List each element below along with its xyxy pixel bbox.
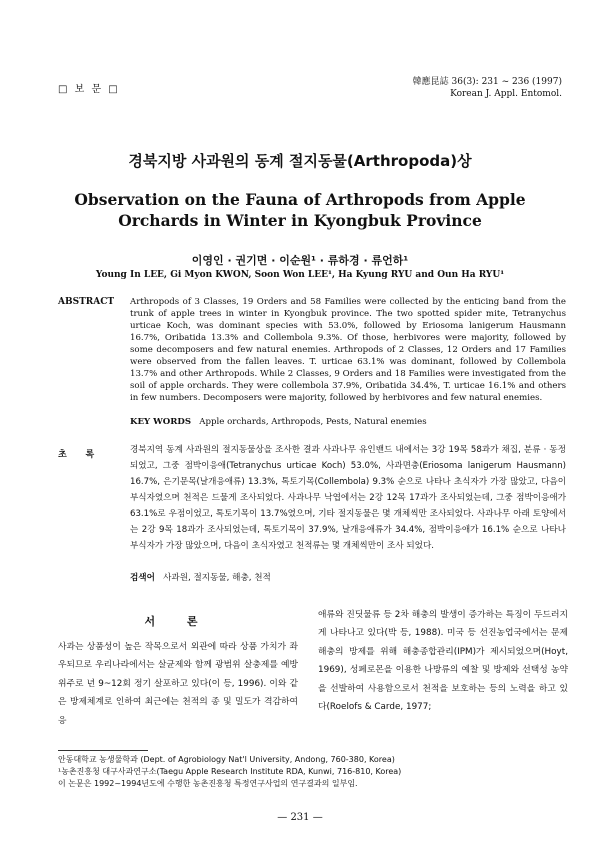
korean-abstract-label: 초 록 xyxy=(58,450,95,460)
footnote-line-1: 안동대학교 농생물학과 (Dept. of Agrobiology Nat'l University, Andong, 760-380, Korea) xyxy=(58,755,395,764)
title-english xyxy=(0,189,600,231)
korean-keywords-text: 사과원, 절지동물, 해충, 천적 xyxy=(163,573,271,583)
keywords-label: KEY WORDS xyxy=(130,417,192,427)
korean-keywords-label: 검색어 xyxy=(130,573,155,583)
keywords xyxy=(130,417,427,427)
journal-line-1: 韓應昆誌 36(3): 231 ~ 236 (1997) xyxy=(412,77,562,87)
footnote-line-3: 이 논문은 1992~1994년도에 수행한 농촌진흥청 특정연구사업의 연구결과의 일부임. xyxy=(58,779,358,788)
footnote-line-2: ¹농촌진흥청 대구사과연구소(Taegu Apple Research Institute RDA, Kunwi, 716-810, Korea) xyxy=(58,767,402,776)
authors-english: Young In LEE, Gi Myon KWON, Soon Won LEE¹, Ha Kyung RYU and Oun Ha RYU¹ xyxy=(95,270,505,280)
intro-right-column: 애류와 진딧물류 등 2차 해충의 발생이 증가하는 특징이 두드러지게 나타나고 있다(박 등, 1988). 미국 등 선진농업국에서는 문제해충의 방제를 위해 해충종합관리(IPM)가 제시되었으며(Hoyt, 1969), 성페로몬을 이용한 나방류의 예찰 및 방제와 선택성 농약을 선발하여 사용함으로서 천적을 보호하는 등의 노력을 하고 있다(Roelofs & Carde, 1977; xyxy=(318,610,568,713)
abstract-label: ABSTRACT xyxy=(58,297,115,307)
journal-line-2: Korean J. Appl. Entomol. xyxy=(450,89,562,99)
intro-left-column: 사과는 상품성이 높은 작목으로서 외관에 따라 상품 가치가 좌우되므로 우리나라에서는 살균제와 함께 광범위 살충제를 예방위주로 년 9~12회 정기 살포하고 있다(이 등, 1996). 이와 같은 방제체계로 인하여 최근에는 천적의 종 및 밀도가 격감하여 응 xyxy=(58,642,298,726)
keywords-text: Apple orchards, Arthropods, Pests, Natural enemies xyxy=(199,417,427,427)
korean-abstract-text: 경북지역 동계 사과원의 절지동물상을 조사한 결과 사과나무 유인밴드 내에서는 3강 19목 58과가 채집, 분류 · 동정되었고, 그중 점박이응애(Tetranychus urticae Koch) 53.0%, 사과면충(Eriosoma lanigerum Hausmann) 16.7%, 은기문목(날개응애류) 13.3%, 톡토기목(Collembola) 9.3% 순으로 나타나 초식자가 가장 많았고, 다음이 부식자였으며 천적은 드물게 조사되었다. 사과나무 낙엽에서는 2강 12목 17과가 조사되었는데, 그중 점박이응애가 63.1%로 우점이었고, 톡토기목이 13.7%였으며, 기타 절지동물은 몇 개체씩만 조사되었다. 사과나무 아래 토양에서는 2강 9목 18과가 조사되었는데, 톡토기목이 37.9%, 날개응애류가 34.4%, 점박이응애가 16.1% 순으로 나타나 부식자가 가장 많았으며, 다음이 초식자였고 천적류는 몇 개체씩만이 조사 되었다. xyxy=(130,445,566,551)
page-number: — 231 — xyxy=(277,812,323,823)
title-english-line-1: Observation on the Fauna of Arthropods from Apple xyxy=(74,190,526,209)
journal-citation xyxy=(413,76,562,100)
authors-korean: 이영인 · 권기면 · 이순원¹ · 류하경 · 류언하¹ xyxy=(191,254,409,267)
korean-keywords xyxy=(130,571,271,583)
title-korean: 경북지방 사과원의 동계 절지동물(Arthropoda)상 xyxy=(128,152,472,170)
intro-heading: 서 론 xyxy=(144,615,212,628)
footnotes xyxy=(58,754,568,790)
title-english-line-2: Orchards in Winter in Kyongbuk Province xyxy=(118,211,482,230)
section-label: □ 보 문 □ xyxy=(58,84,120,95)
footnote-divider xyxy=(58,750,148,751)
abstract-text: Arthropods of 3 Classes, 19 Orders and 58 Families were collected by the enticing band from the trunk of apple trees in winter in Kyongbuk province. The two spotted spider mite, Tetranychus urticae Koch, was dominant species with 53.0%, followed by Eriosoma lanigerum Hausmann 16.7%, Oribatida 13.3% and Collembola 9.3%. Of those, herbivores were majority, followed by some decomposers and few natural enemies. Arthropods of 2 Classes, 12 Orders and 17 Families were observed from the fallen leaves. T. urticae 63.1% was dominant, followed by Collembola 13.7% and other Arthropods. While 2 Classes, 9 Orders and 18 Families were investigated from the soil of apple orchards. They were collembola 37.9%, Oribatida 34.4%, T. urticae 16.1% and others in few numbers. Decomposers were majority, followed by herbivores and few natural enemies. xyxy=(130,297,566,403)
